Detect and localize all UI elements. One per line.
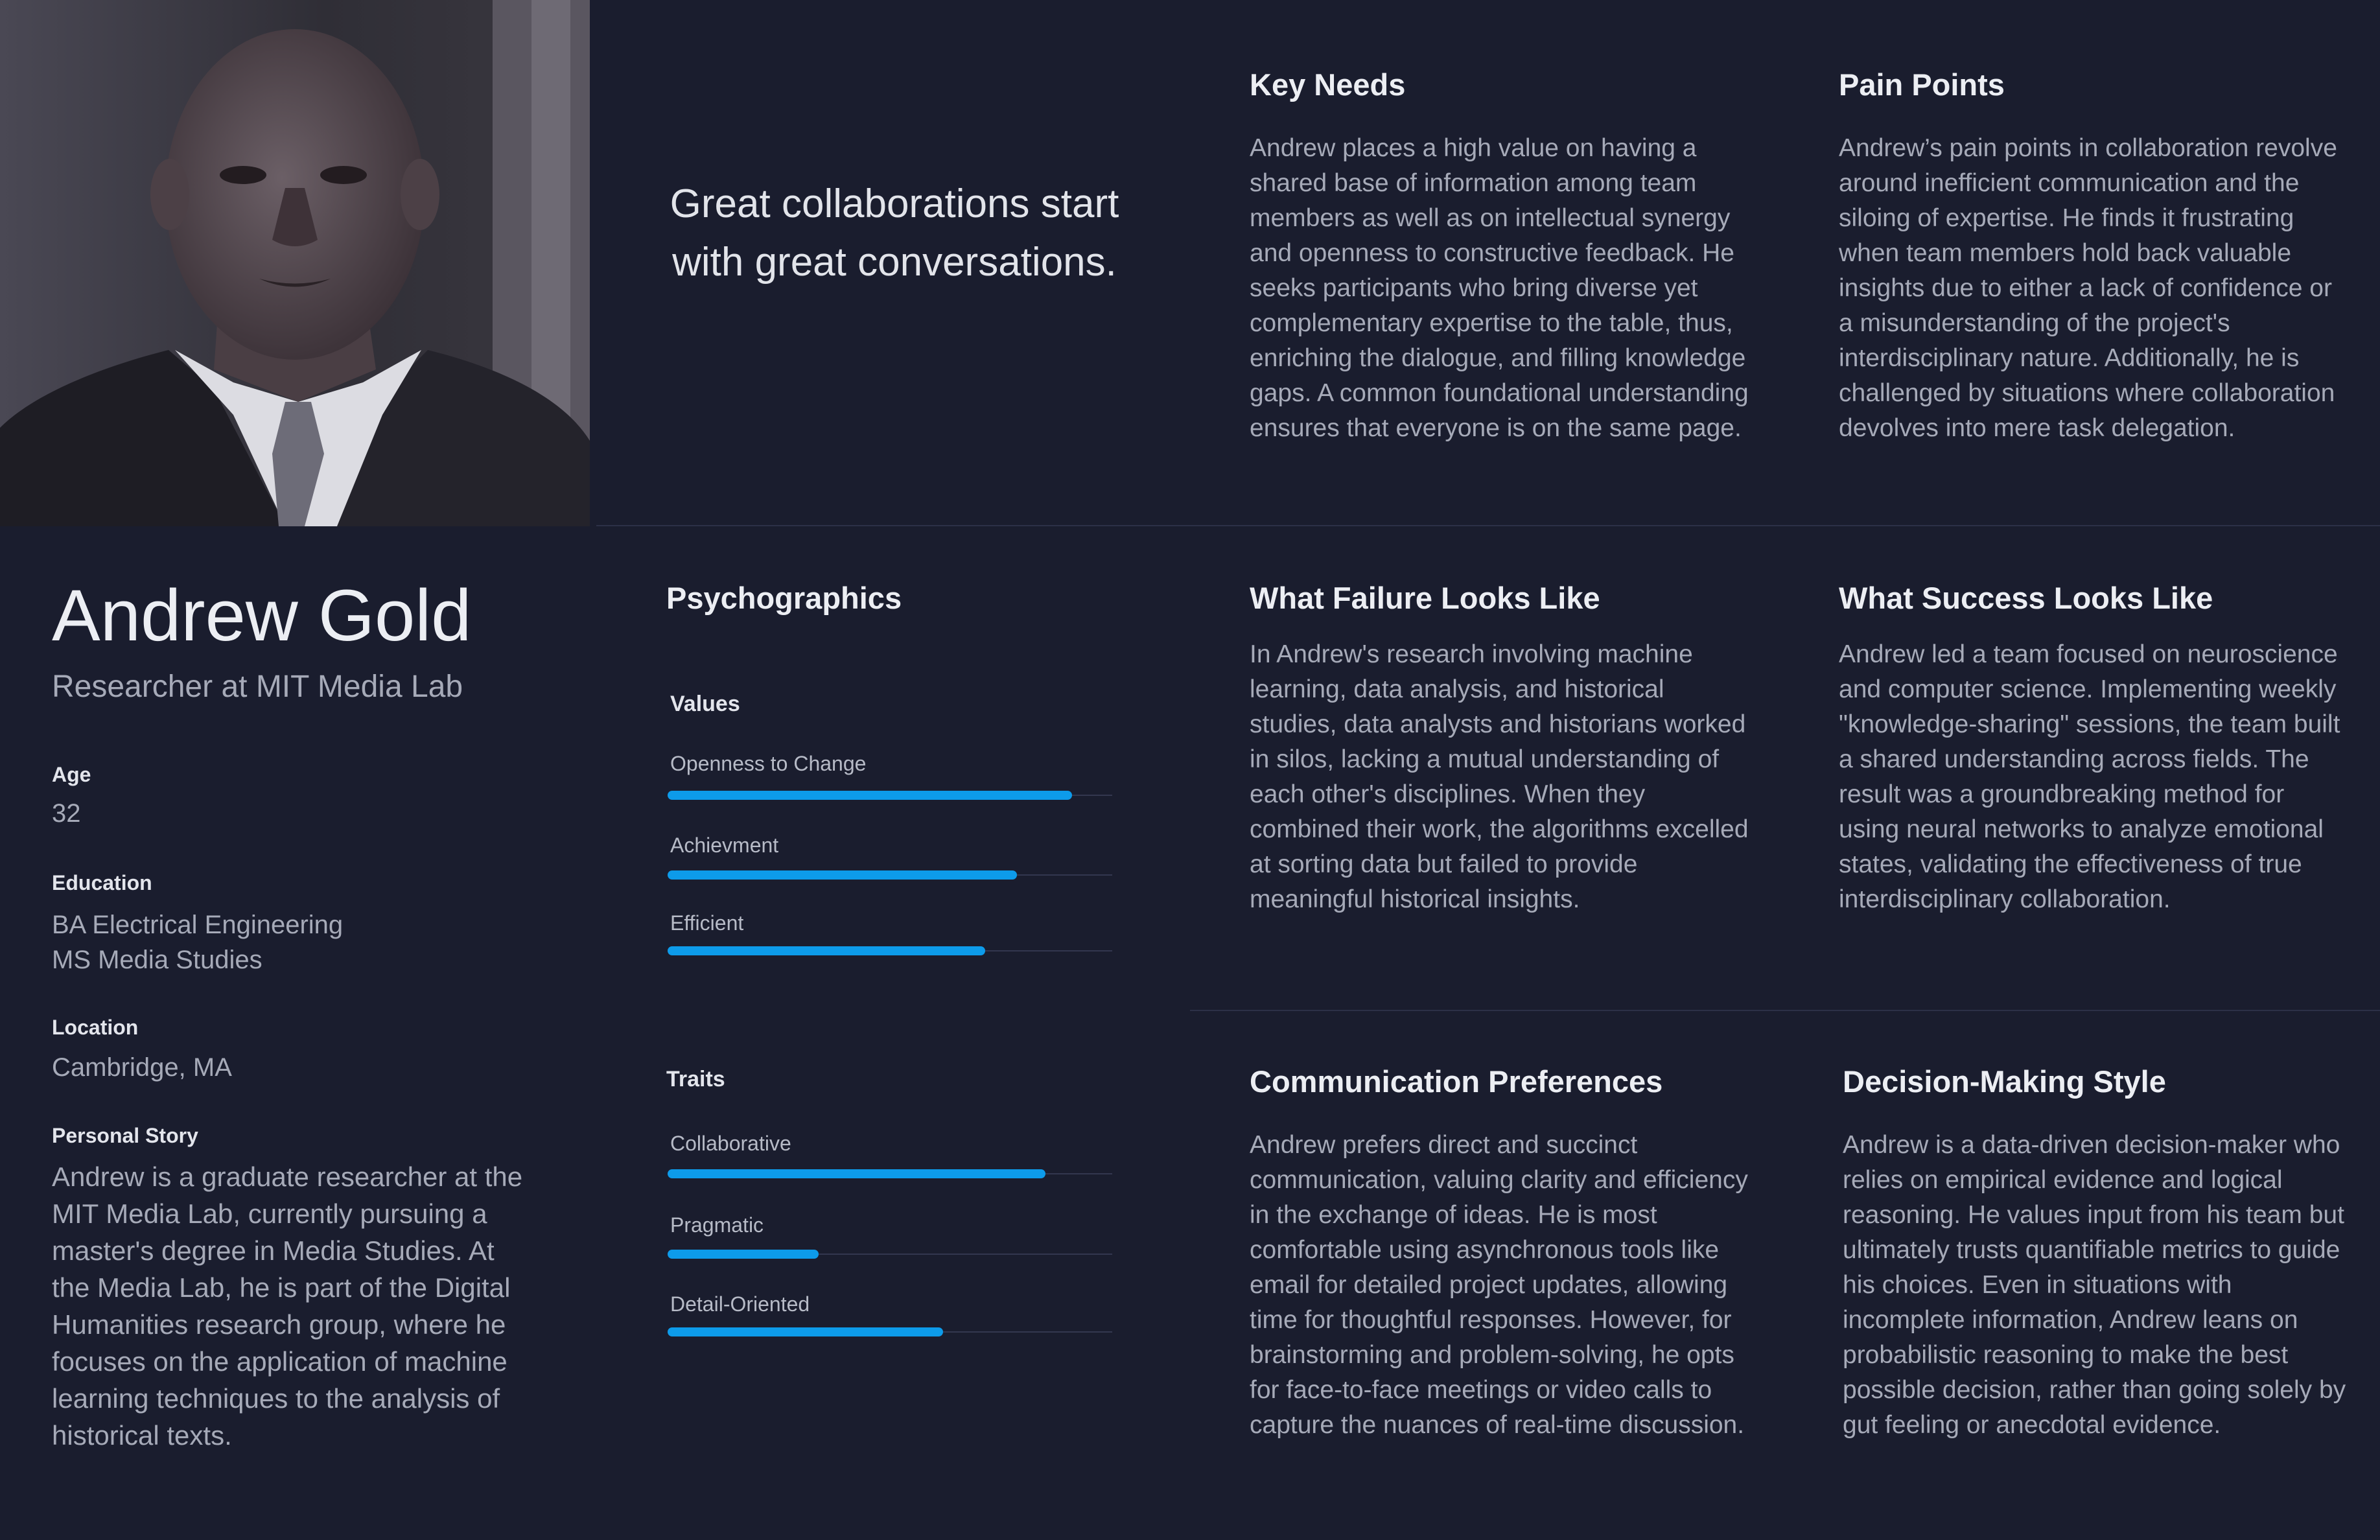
pain-points-title: Pain Points — [1839, 67, 2005, 102]
trait-bar-fill — [668, 1327, 943, 1336]
success-text: Andrew led a team focused on neuroscience and computer science. Implementing weekly "knowledge-sharing" sessions, the team built a shared understanding across fields. The result was a groundbreaking method for using neural networks to analyze emotional states, validating the effectiveness of true interdisciplinary collaboration. — [1839, 640, 2340, 913]
key-needs-text: Andrew places a high value on having a shared base of information among team members as well as on intellectual synergy and openness to constructive feedback. He seeks participants who bring diverse yet complementary expertise to the table, thus, enriching the dialogue, and filling knowledge gaps. A common foundational understanding ensures that everyone is on the same page. — [1250, 134, 1749, 442]
psychographics-title: Psychographics — [666, 581, 902, 615]
pain-points-text: Andrew’s pain points in collaboration revolve around inefficient communication and the siloing of expertise. He finds it frustrating when team members hold back valuable insights due to either a lack of confidence or a misunderstanding of the project's interdisciplinary nature. Additionally, he is challenged by situations where collaboration devolves into mere task delegation. — [1839, 134, 2337, 442]
trait-bar-label: Pragmatic — [670, 1213, 764, 1237]
personal-story-text: Andrew is a graduate researcher at the MIT Media Lab, currently pursuing a master's degree in Media Studies. At the Media Lab, he is part of the Digital Humanities research group, where he focuses on the application of machine learning techniques to the analysis of historical texts. — [52, 1161, 523, 1451]
personal-story-label: Personal Story — [52, 1124, 198, 1147]
age-value: 32 — [52, 799, 81, 828]
trait-bar-fill — [668, 1250, 819, 1259]
location-value: Cambridge, MA — [52, 1053, 232, 1082]
success-title: What Success Looks Like — [1839, 581, 2213, 615]
value-bar-fill — [668, 791, 1072, 800]
education-item: MS Media Studies — [52, 946, 262, 974]
failure-text: In Andrew's research involving machine learning, data analysis, and historical studies, data analysts and historians worked in silos, lacking a mutual understanding of each other's disciplines. When they combined their work, the algorithms excelled at sorting data but failed to provide meaningful historical insights. — [1250, 640, 1749, 913]
trait-bar-label: Detail-Oriented — [670, 1292, 810, 1316]
value-bar-track — [668, 874, 1112, 876]
key-needs-title: Key Needs — [1250, 67, 1406, 102]
persona-quote: Great collaborations start with great conversations. — [670, 181, 1119, 285]
values-label: Values — [670, 692, 740, 716]
location-label: Location — [52, 1016, 139, 1039]
trait-bar-label: Collaborative — [670, 1132, 791, 1155]
value-bar-label: Openness to Change — [670, 752, 867, 775]
value-bar-label: Efficient — [670, 911, 744, 935]
communication-title: Communication Preferences — [1250, 1064, 1663, 1099]
education-label: Education — [52, 871, 152, 894]
education-list — [52, 907, 343, 977]
profile-photo — [0, 0, 590, 526]
value-bar-fill — [668, 946, 985, 955]
trait-bar-track — [668, 1331, 1112, 1333]
communication-text: Andrew prefers direct and succinct communication, valuing clarity and efficiency in the exchange of ideas. He is most comfortable using asynchronous tools like email for detailed project updates, allowing time for thoughtful responses. However, for brainstorming and problem-solving, he opts for face-to-face meetings or video calls to capture the nuances of real-time discussion. — [1250, 1131, 1748, 1439]
value-bar-track — [668, 950, 1112, 951]
value-bar-fill — [668, 870, 1017, 880]
value-bar-label: Achievment — [670, 834, 779, 857]
divider-top — [596, 525, 2380, 526]
education-item: BA Electrical Engineering — [52, 911, 344, 939]
trait-bar-fill — [668, 1169, 1045, 1178]
persona-role: Researcher at MIT Media Lab — [52, 670, 463, 704]
value-bar-track — [668, 795, 1112, 796]
trait-bar-track — [668, 1173, 1112, 1174]
failure-title: What Failure Looks Like — [1250, 581, 1600, 615]
portrait-illustration — [0, 0, 590, 526]
divider-mid — [1190, 1010, 2380, 1011]
age-label: Age — [52, 763, 91, 786]
decision-text: Andrew is a data-driven decision-maker who relies on empirical evidence and logical reasoning. He values input from his team but ultimately trusts quantifiable metrics to guide his choices. Even in situations with incomplete information, Andrew leans on probabilistic reasoning to make the best possible decision, rather than going solely by gut feeling or anecdotal evidence. — [1843, 1131, 2346, 1439]
trait-bar-track — [668, 1254, 1112, 1255]
persona-name: Andrew Gold — [52, 575, 472, 656]
traits-label: Traits — [666, 1067, 725, 1091]
decision-title: Decision-Making Style — [1843, 1064, 2166, 1099]
